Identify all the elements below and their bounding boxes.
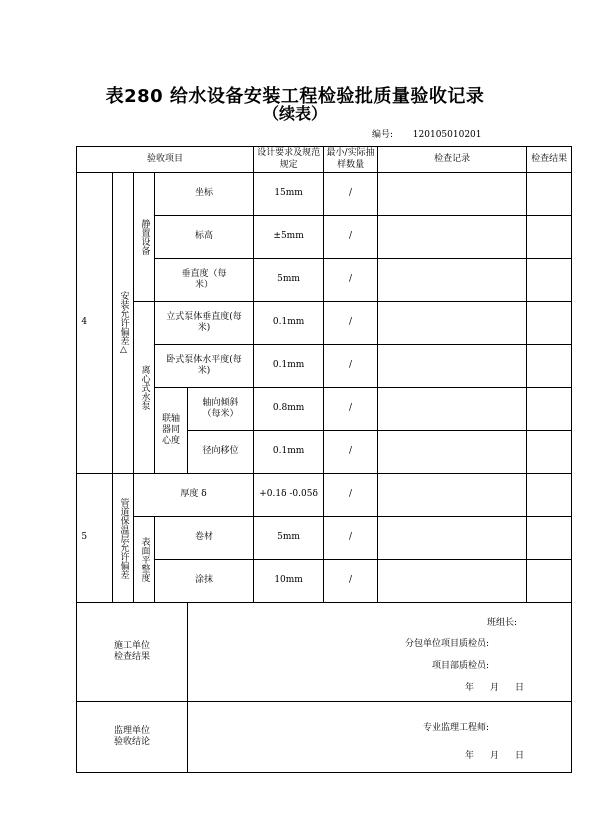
row-record-cell[interactable] [378, 474, 527, 517]
supervision-row [77, 702, 572, 773]
row-item: 立式泵体垂直度(每米) [155, 302, 254, 345]
row-result-cell[interactable] [527, 560, 572, 603]
row-design: 5mm [254, 517, 324, 560]
row-item: 坐标 [155, 173, 254, 216]
section4-spacer [92, 173, 113, 474]
row-record-cell[interactable] [378, 517, 527, 560]
col-sample-header: 最小/实际抽样数量 [324, 147, 378, 173]
row-record-cell[interactable] [378, 216, 527, 259]
sub-inspector-label: 分包单位项目质检员: [405, 639, 490, 649]
row-item: 标高 [155, 216, 254, 259]
row-record-cell[interactable] [378, 173, 527, 216]
table-row [77, 173, 572, 216]
construction-sign-area[interactable] [188, 603, 572, 702]
project-inspector-label: 项目部质检员: [432, 661, 490, 671]
construction-label: 施工单位检查结果 [77, 603, 188, 702]
code-value: 120105010201 [412, 130, 482, 140]
code-label: 编号: [372, 130, 394, 140]
form-code [372, 127, 482, 140]
row-record-cell[interactable] [378, 431, 527, 474]
row-result-cell[interactable] [527, 259, 572, 302]
section5-no: 5 [77, 474, 92, 603]
row-result-cell[interactable] [527, 388, 572, 431]
row-sample: / [324, 302, 378, 345]
row-result-cell[interactable] [527, 431, 572, 474]
section4-group: 安装允许偏差△ [113, 173, 134, 474]
row-design: 10mm [254, 560, 324, 603]
row-result-cell[interactable] [527, 517, 572, 560]
row-record-cell[interactable] [378, 345, 527, 388]
static-group: 静置设备 [134, 173, 155, 302]
section4-no: 4 [77, 173, 92, 474]
construction-date: 年 月 日 [465, 683, 525, 693]
row-sample: / [324, 560, 378, 603]
page-title: 表280 给水设备安装工程检验批质量验收记录 [105, 86, 485, 107]
col-record-header: 检查记录 [378, 147, 527, 173]
row-item: 涂抹 [155, 560, 254, 603]
supervision-date: 年 月 日 [465, 751, 525, 761]
row-record-cell[interactable] [378, 302, 527, 345]
construction-row [77, 603, 572, 702]
row-sample: / [324, 216, 378, 259]
row-sample: / [324, 173, 378, 216]
row-design: 0.8mm [254, 388, 324, 431]
supervision-sign-area[interactable] [188, 702, 572, 773]
row-design: 0.1mm [254, 302, 324, 345]
surface-group: 表面平整度 [134, 517, 155, 603]
row-item: 垂直度（每米） [155, 259, 254, 302]
col-design-header: 设计要求及规范规定 [254, 147, 324, 173]
table-row [77, 302, 572, 345]
row-sample: / [324, 259, 378, 302]
row-design: 5mm [254, 259, 324, 302]
row-item: 轴向倾斜（每米） [188, 388, 254, 431]
section5-group: 管道保温层允许偏差 [113, 474, 134, 603]
engineer-label: 专业监理工程师: [423, 723, 490, 733]
col-item-header: 验收项目 [77, 147, 254, 173]
row-item: 卷材 [155, 517, 254, 560]
row-design: 15mm [254, 173, 324, 216]
row-sample: / [324, 474, 378, 517]
row-design: 0.1mm [254, 431, 324, 474]
section5-spacer [92, 474, 113, 603]
row-record-cell[interactable] [378, 259, 527, 302]
table-row [77, 474, 572, 517]
page-subtitle: （续表） [262, 104, 327, 123]
row-result-cell[interactable] [527, 345, 572, 388]
row-result-cell[interactable] [527, 474, 572, 517]
coupling-group: 联轴器同心度 [155, 388, 188, 474]
row-sample: / [324, 345, 378, 388]
row-item: 厚度 δ [134, 474, 254, 517]
inspection-table [76, 146, 572, 773]
centrifugal-group: 离心式水泵 [134, 302, 155, 474]
row-result-cell[interactable] [527, 302, 572, 345]
row-result-cell[interactable] [527, 173, 572, 216]
row-design: +0.1δ -0.05δ [254, 474, 324, 517]
supervision-label: 监理单位验收结论 [77, 702, 188, 773]
row-item: 卧式泵体水平度(每米) [155, 345, 254, 388]
row-sample: / [324, 431, 378, 474]
row-item: 径向移位 [188, 431, 254, 474]
row-design: 0.1mm [254, 345, 324, 388]
row-result-cell[interactable] [527, 216, 572, 259]
row-sample: / [324, 388, 378, 431]
row-sample: / [324, 517, 378, 560]
team-leader-label: 班组长: [487, 618, 518, 628]
row-record-cell[interactable] [378, 388, 527, 431]
col-result-header: 检查结果 [527, 147, 572, 173]
row-design: ±5mm [254, 216, 324, 259]
row-record-cell[interactable] [378, 560, 527, 603]
header-row [77, 147, 572, 173]
table-row [77, 517, 572, 560]
